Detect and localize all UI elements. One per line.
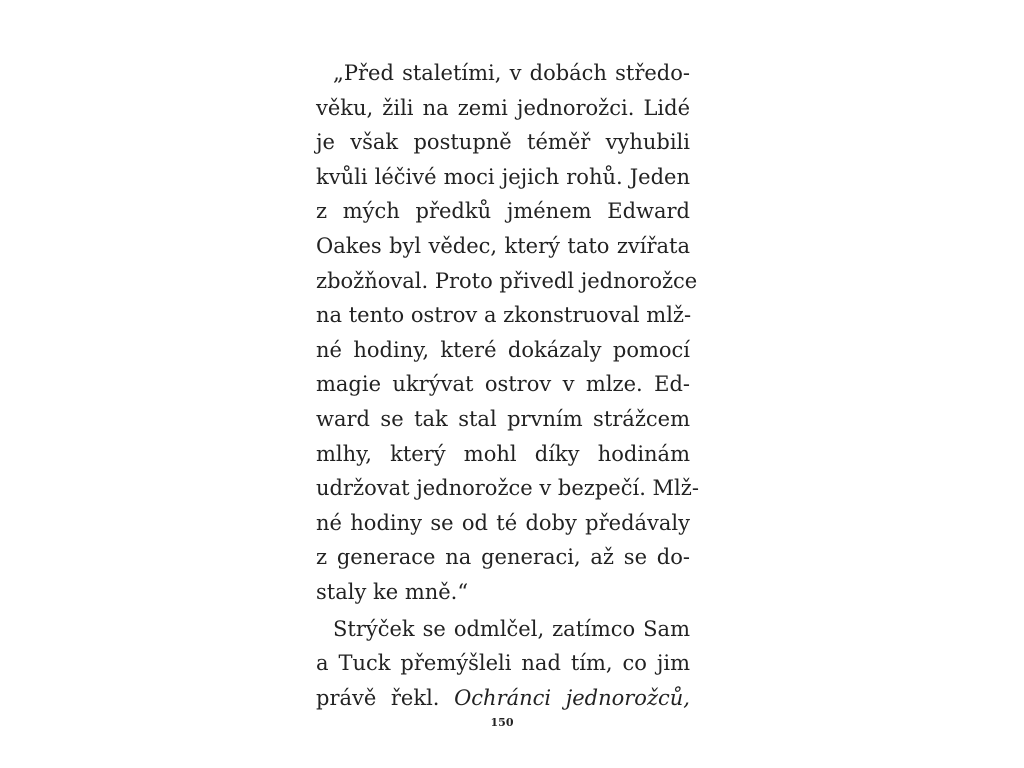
text-line: na tento ostrov a zkonstruoval mlž- (316, 303, 692, 328)
text-line: ward se tak stal prvním strážcem (316, 406, 690, 431)
text-line: zbožňoval. Proto přivedl jednorožce (316, 268, 698, 293)
text-line: a Tuck přemýšleli nad tím, co jim (316, 651, 690, 676)
text-line: staly ke mně.“ (316, 579, 469, 604)
text-line: udržovat jednorožce v bezpečí. Mlž- (316, 476, 699, 501)
text-line: z generace na generaci, až se do- (316, 545, 690, 570)
text-line: né hodiny se od té doby předávaly (316, 510, 690, 535)
text-line (316, 681, 690, 716)
italic-phrase: Ochránci jednorožců, (454, 685, 690, 710)
text-line: mlhy, který mohl díky hodinám (316, 441, 690, 466)
text-line: je však postupně téměř vyhubili (316, 130, 690, 155)
text-line: Strýček se odmlčel, zatímco Sam (333, 616, 690, 641)
text-line-normal: právě řekl. (316, 685, 440, 710)
paragraph-1 (316, 56, 699, 610)
text-line: magie ukrývat ostrov v mlze. Ed- (316, 372, 690, 397)
text-line: Oakes byl vědec, který tato zvířata (316, 233, 690, 258)
text-line: z mých předků jménem Edward (316, 199, 690, 224)
page-number: 150 (490, 716, 514, 729)
text-line: kvůli léčivé moci jejich rohů. Jeden (316, 164, 690, 189)
text-line: „Před staletími, v dobách středo- (333, 61, 690, 85)
paragraph-2 (316, 612, 690, 716)
text-line: né hodiny, které dokázaly pomocí (316, 337, 690, 362)
text-line: věku, žili na zemi jednorožci. Lidé (316, 95, 690, 120)
body-text (316, 56, 699, 715)
